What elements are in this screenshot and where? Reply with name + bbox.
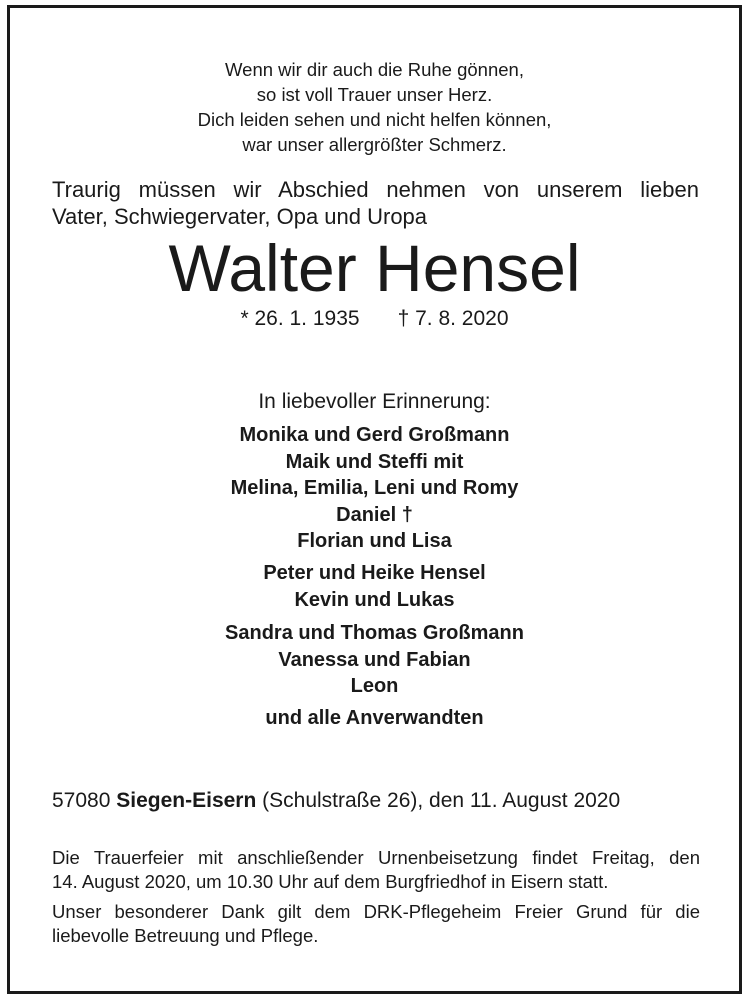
mourner-line: Daniel †: [336, 503, 413, 526]
mourner-line: Kevin und Lukas: [294, 588, 455, 611]
poem: [0, 57, 749, 157]
poem-line: war unser allergrößter Schmerz.: [242, 134, 507, 155]
mourner-group-1: [0, 422, 749, 555]
note-line: liebevolle Betreuung und Pflege.: [52, 925, 319, 946]
mourner-line: Melina, Emilia, Leni und Romy: [230, 477, 519, 499]
deceased-name: Walter Hensel: [168, 231, 581, 305]
mourner-closing: und alle Anverwandten: [265, 707, 484, 729]
mourner-line: Florian und Lisa: [297, 530, 452, 552]
intro-text: [52, 176, 699, 230]
intro-line: Traurig müssen wir Abschied nehmen von unserem lieben: [52, 177, 699, 202]
mourner-line: Monika und Gerd Großmann: [239, 424, 510, 446]
mourner-line: Maik und Steffi mit: [285, 450, 464, 473]
mourner-group-2: [0, 560, 749, 613]
city: Siegen-Eisern: [116, 789, 257, 812]
mourner-line: Leon: [350, 675, 399, 697]
mourner-group-3: [0, 620, 749, 700]
note-line: Unser besonderer Dank gilt dem DRK-Pflegeheim Freier Grund für die: [52, 901, 700, 922]
thanks-note: [52, 900, 700, 948]
death-date: † 7. 8. 2020: [397, 307, 509, 330]
address-line: [52, 787, 712, 815]
life-dates: [0, 305, 749, 333]
mourner-line: Vanessa und Fabian: [278, 648, 471, 671]
intro-line: Vater, Schwiegervater, Opa und Uropa: [52, 204, 428, 229]
note-line: 14. August 2020, um 10.30 Uhr auf dem Burgfriedhof in Eisern statt.: [52, 871, 609, 892]
poem-line: Wenn wir dir auch die Ruhe gönnen,: [225, 59, 524, 80]
mourner-line: Sandra und Thomas Großmann: [225, 622, 524, 644]
postal-code: 57080: [52, 789, 111, 812]
birth-date: * 26. 1. 1935: [240, 307, 360, 330]
mourner-line: Peter und Heike Hensel: [263, 562, 486, 584]
memory-heading: In liebevoller Erinnerung:: [258, 390, 491, 413]
funeral-note: [52, 846, 700, 894]
note-line: Die Trauerfeier mit anschließender Urnenbeisetzung findet Freitag, den: [52, 847, 700, 868]
poem-line: so ist voll Trauer unser Herz.: [256, 84, 493, 105]
street-and-date: (Schulstraße 26), den 11. August 2020: [262, 789, 621, 812]
poem-line: Dich leiden sehen und nicht helfen können,: [197, 109, 552, 130]
